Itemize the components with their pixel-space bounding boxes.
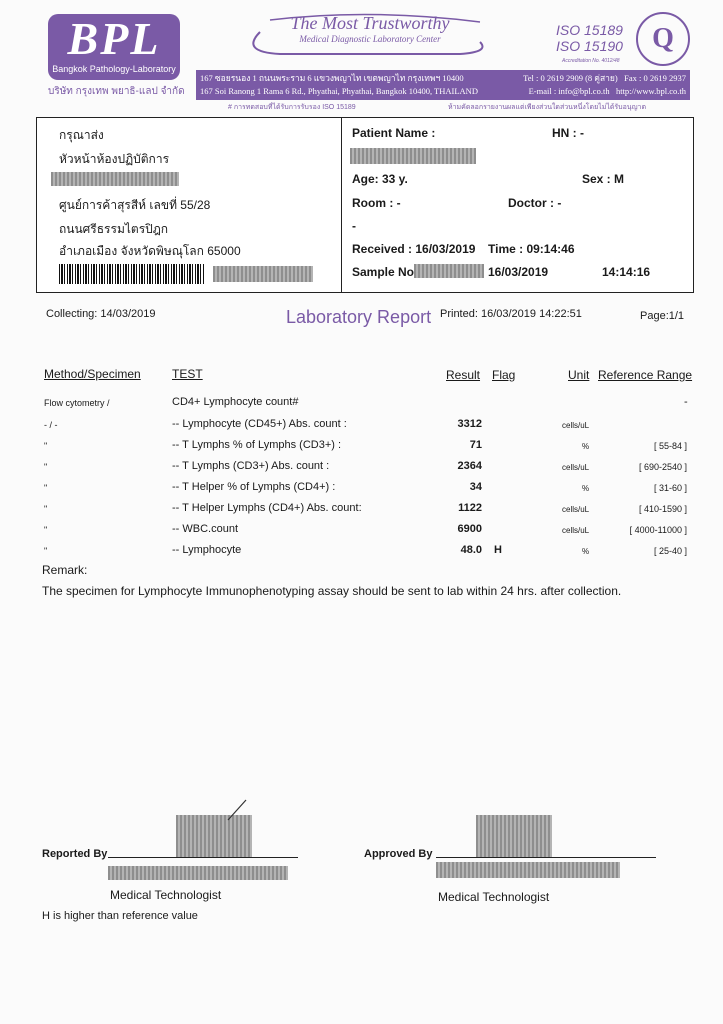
collecting-date: Collecting: 14/03/2019 <box>46 308 156 320</box>
row-method: " <box>44 546 48 556</box>
table-row <box>0 394 723 414</box>
row-unit: cells/uL <box>562 505 590 514</box>
footer-note: H is higher than reference value <box>42 910 198 922</box>
row-unit: % <box>582 442 590 451</box>
col-flag: Flag <box>492 368 516 382</box>
sample-no-label: Sample No <box>352 265 415 279</box>
reporter-role: Medical Technologist <box>110 888 222 902</box>
address-bar <box>196 70 690 100</box>
row-method: " <box>44 483 48 493</box>
tagline-sub: Medical Diagnostic Laboratory Center <box>299 34 441 44</box>
received-time: Time : 09:14:46 <box>488 242 575 256</box>
row-unit: % <box>582 547 590 556</box>
row-test: -- T Helper Lymphs (CD4+) Abs. count: <box>172 502 362 514</box>
redacted-name <box>51 172 179 186</box>
row-flag: H <box>494 544 502 556</box>
row-method: " <box>44 525 48 535</box>
signature-mark-icon <box>226 798 250 822</box>
remark-label: Remark: <box>42 563 88 577</box>
iso-note: # การทดสอบที่ได้รับการรับรอง ISO 15189 <box>228 104 356 111</box>
row-unit: cells/uL <box>562 463 590 472</box>
col-result: Result <box>446 368 481 382</box>
redacted-sample-no <box>414 264 484 278</box>
row-method: - / - <box>44 420 58 430</box>
tagline <box>240 12 500 62</box>
redacted-patient-name <box>350 148 476 164</box>
row-result: 6900 <box>457 523 482 535</box>
contact-web: E-mail : info@bpl.co.th http://www.bpl.co.th <box>528 86 686 96</box>
row-result: 48.0 <box>460 544 482 556</box>
patient-box <box>341 117 694 293</box>
tagline-text: The Most Trustworthy <box>290 13 450 33</box>
col-unit: Unit <box>568 368 590 382</box>
address-thai: 167 ซอยรนอง 1 ถนนพระราม 6 แขวงพญาไท เขตพญาไท กรุงเทพฯ 10400 <box>200 73 464 83</box>
quality-seal-icon: Q <box>636 12 690 66</box>
row-range: [ 410-1590 ] <box>638 504 687 514</box>
sender-line-4: ถนนศรีธรรมไตรปิฎก <box>59 222 169 236</box>
row-unit: cells/uL <box>562 421 590 430</box>
patient-sex: Sex : M <box>582 172 625 186</box>
row-result: 2364 <box>457 460 482 472</box>
iso-15190: ISO 15190 <box>556 38 623 54</box>
row-method: " <box>44 504 48 514</box>
redacted-approver <box>436 862 620 878</box>
row-result: 3312 <box>457 418 482 430</box>
row-range: - <box>684 396 688 408</box>
accreditation-no: Accreditation No. 4012/48 <box>562 58 620 64</box>
row-test: -- Lymphocyte (CD45+) Abs. count : <box>172 418 347 430</box>
remark-text: The specimen for Lymphocyte Immunophenotyping assay should be sent to lab within 24 hrs. after collection. <box>42 584 622 598</box>
sender-line-1: กรุณาส่ง <box>59 128 104 142</box>
table-row <box>0 416 723 436</box>
sender-line-2: หัวหน้าห้องปฏิบัติการ <box>59 152 170 166</box>
sender-line-5: อำเภอเมือง จังหวัดพิษณุโลก 65000 <box>59 244 241 258</box>
table-row <box>0 500 723 520</box>
row-method: " <box>44 441 48 451</box>
reported-by-line <box>108 857 298 858</box>
reported-by-label: Reported By <box>42 848 108 860</box>
col-range: Reference Range <box>598 368 693 382</box>
company-thai-name: บริษัท กรุงเทพ พยาธิ-แลป จำกัด <box>48 86 185 97</box>
bpl-logo <box>48 14 180 80</box>
row-result: 71 <box>469 439 482 451</box>
table-row <box>0 437 723 457</box>
iso-certifications <box>556 22 623 54</box>
printed-date: Printed: 16/03/2019 14:22:51 <box>440 308 582 320</box>
row-range: [ 4000-11000 ] <box>629 525 687 535</box>
row-range: [ 25-40 ] <box>653 546 687 556</box>
address-english: 167 Soi Ranong 1 Rama 6 Rd., Phyathai, Phyathai, Bangkok 10400, THAILAND <box>200 86 478 96</box>
approved-by-line <box>436 857 656 858</box>
barcode <box>59 264 205 284</box>
logo-subtitle: Bangkok Pathology-Laboratory <box>52 64 176 74</box>
patient-age: Age: 33 y. <box>352 172 408 186</box>
redacted-reporter <box>108 866 288 880</box>
redacted-signature-2 <box>476 815 552 857</box>
table-row <box>0 479 723 499</box>
row-test: CD4+ Lymphocyte count# <box>172 396 299 408</box>
row-unit: % <box>582 484 590 493</box>
logo-text: BPL <box>67 13 161 64</box>
report-title: Laboratory Report <box>286 307 432 327</box>
table-row <box>0 458 723 478</box>
row-test: -- T Lymphs % of Lymphs (CD3+) : <box>172 439 342 451</box>
received-date: Received : 16/03/2019 <box>352 242 476 256</box>
row-range: [ 31-60 ] <box>653 483 687 493</box>
contact-phone: Tel : 0 2619 2909 (8 คู่สาย) Fax : 0 2619 2937 <box>523 73 686 83</box>
row-method: Flow cytometry / <box>44 398 110 408</box>
row-range: [ 690-2540 ] <box>638 462 687 472</box>
sender-box <box>36 117 342 293</box>
approver-role: Medical Technologist <box>438 890 550 904</box>
approved-by-label: Approved By <box>364 848 433 860</box>
col-method: Method/Specimen <box>44 367 141 381</box>
table-row <box>0 521 723 541</box>
row-result: 34 <box>469 481 482 493</box>
row-test: -- WBC.count <box>172 523 239 535</box>
row-method: " <box>44 462 48 472</box>
row-test: -- T Helper % of Lymphs (CD4+) : <box>172 481 336 493</box>
sample-date: 16/03/2019 <box>488 265 549 279</box>
row-unit: cells/uL <box>562 526 590 535</box>
sender-line-3: ศูนย์การค้าสุรสีห์ เลขที่ 55/28 <box>59 198 211 212</box>
copy-note: ห้ามคัดลอกรายงานผลแต่เพียงส่วนใดส่วนหนึ่งโดยไม่ได้รับอนุญาต <box>448 104 647 111</box>
sample-time: 14:14:16 <box>602 265 651 279</box>
iso-15189: ISO 15189 <box>556 22 623 38</box>
patient-dash: - <box>352 219 356 233</box>
row-result: 1122 <box>458 502 482 514</box>
row-range: [ 55-84 ] <box>653 441 687 451</box>
hn-label: HN : - <box>552 126 584 140</box>
col-test: TEST <box>172 367 203 381</box>
patient-doctor: Doctor : - <box>508 196 562 210</box>
row-test: -- Lymphocyte <box>172 544 242 556</box>
patient-name-label: Patient Name : <box>352 126 436 140</box>
patient-room: Room : - <box>352 196 401 210</box>
page-number: Page:1/1 <box>640 310 685 322</box>
row-test: -- T Lymphs (CD3+) Abs. count : <box>172 460 330 472</box>
redacted-code <box>213 266 313 282</box>
table-row <box>0 542 723 562</box>
